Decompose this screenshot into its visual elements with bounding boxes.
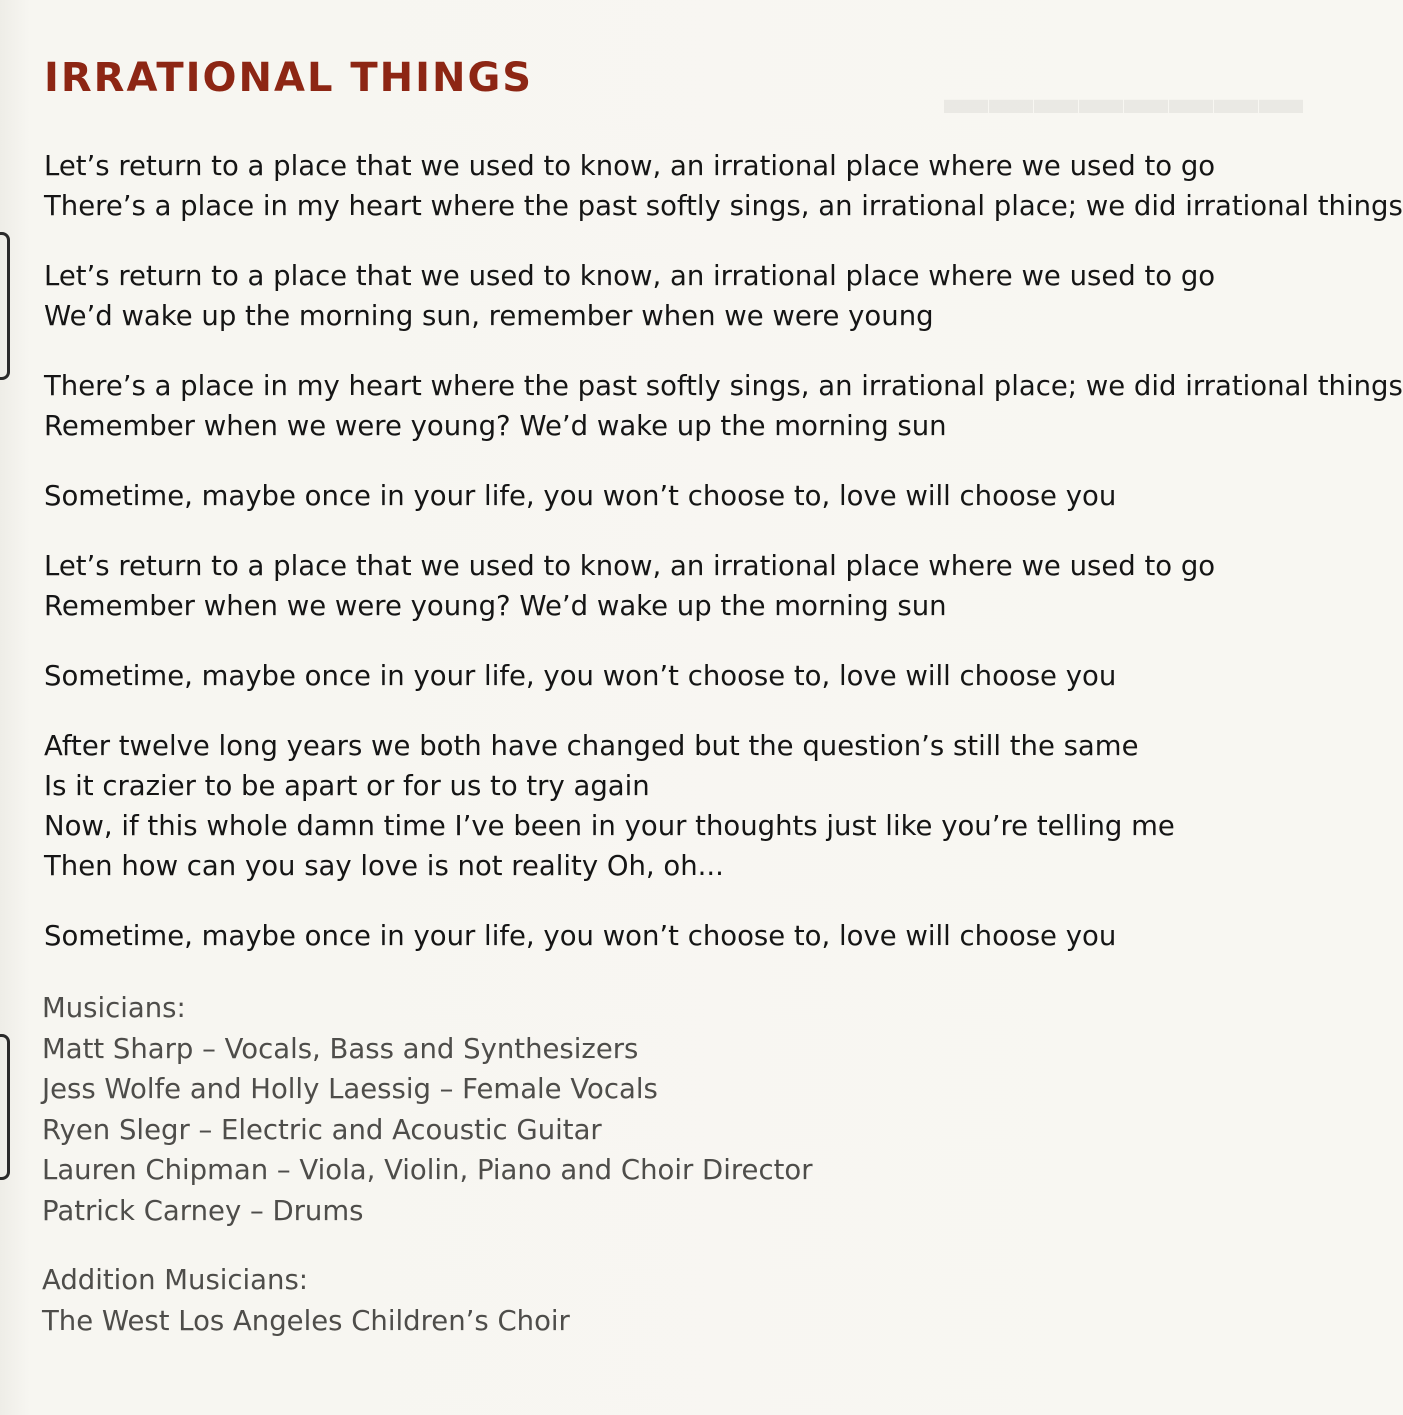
- lyric-line: Remember when we were young? We’d wake up the morning sun: [44, 410, 947, 442]
- lyrics-stanza: [44, 146, 1403, 226]
- lyric-line: There’s a place in my heart where the past softly sings, an irrational place; we did irrational things: [44, 370, 1403, 402]
- lyric-line: Sometime, maybe once in your life, you won’t choose to, love will choose you: [44, 660, 1117, 692]
- lyric-line: Then how can you say love is not reality Oh, oh...: [44, 850, 724, 882]
- lyrics-stanza: [44, 546, 1394, 626]
- musician-credit: Patrick Carney – Drums: [42, 1194, 364, 1227]
- lyrics-stanza: [44, 656, 1394, 696]
- additional-musician-credit: The West Los Angeles Children’s Choir: [42, 1304, 570, 1337]
- lyrics-stanza: [44, 256, 1394, 336]
- lyric-line: Is it crazier to be apart or for us to try again: [44, 770, 650, 802]
- lyrics-stanza: [44, 916, 1394, 956]
- lyrics-stanza: [44, 366, 1403, 446]
- lyrics-stanza: [44, 476, 1394, 516]
- musicians-heading: Musicians:: [42, 992, 186, 1024]
- lyric-line: Sometime, maybe once in your life, you won’t choose to, love will choose you: [44, 480, 1117, 512]
- lyric-line: Let’s return to a place that we used to know, an irrational place where we used to go: [44, 550, 1216, 582]
- lyric-line: Let’s return to a place that we used to know, an irrational place where we used to go: [44, 150, 1216, 182]
- lyric-line: We’d wake up the morning sun, remember when we were young: [44, 300, 934, 332]
- musician-credit: Jess Wolfe and Holly Laessig – Female Vocals: [42, 1073, 658, 1105]
- additional-musicians-block: [42, 1260, 813, 1341]
- song-title: IRRATIONAL THINGS: [44, 55, 534, 101]
- musician-credit: Ryen Slegr – Electric and Acoustic Guitar: [42, 1113, 602, 1146]
- musicians-block: [42, 988, 813, 1231]
- musician-credit: Lauren Chipman – Viola, Violin, Piano and Choir Director: [42, 1154, 813, 1186]
- musician-credit: Matt Sharp – Vocals, Bass and Synthesizers: [42, 1032, 639, 1065]
- lyric-line: Let’s return to a place that we used to know, an irrational place where we used to go: [44, 260, 1216, 292]
- lyric-line: There’s a place in my heart where the past softly sings, an irrational place; we did irrational things: [44, 190, 1403, 222]
- lyric-line: Remember when we were young? We’d wake up the morning sun: [44, 590, 947, 622]
- lyric-line: Sometime, maybe once in your life, you won’t choose to, love will choose you: [44, 920, 1117, 952]
- lyrics-stanza: [44, 726, 1394, 886]
- credits: [42, 988, 813, 1370]
- staple-top: [0, 232, 10, 380]
- staple-bottom: [0, 1034, 10, 1180]
- lyric-line: After twelve long years we both have changed but the question’s still the same: [44, 730, 1139, 762]
- lyrics: [44, 146, 1403, 986]
- lyric-line: Now, if this whole damn time I’ve been in your thoughts just like you’re telling me: [44, 810, 1175, 842]
- bleed-through-title: ▬▬▬▬▬▬▬▬: [943, 74, 1303, 123]
- additional-musicians-heading: Addition Musicians:: [42, 1264, 309, 1296]
